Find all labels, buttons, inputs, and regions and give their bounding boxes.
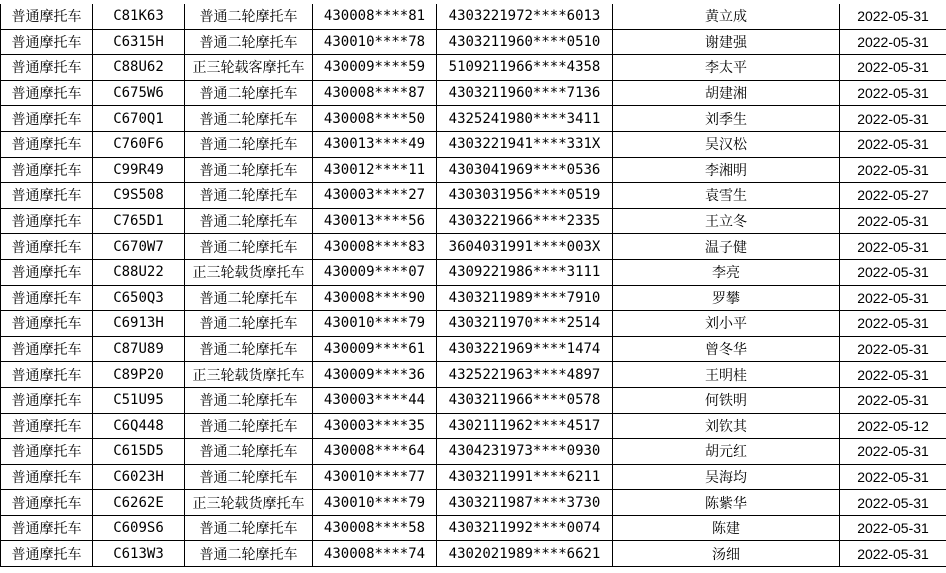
id-number-cell: 4304231973****0930	[437, 439, 613, 465]
plate-number-cell: C670W7	[93, 234, 185, 260]
owner-name-cell: 陈建	[613, 515, 840, 541]
table-row	[1, 4, 946, 29]
id-code-cell: 430008****74	[313, 541, 437, 567]
owner-name-cell: 李湘明	[613, 157, 840, 183]
license-type-cell: 普通摩托车	[1, 234, 93, 260]
license-type-cell: 普通摩托车	[1, 515, 93, 541]
plate-number-cell: C765D1	[93, 208, 185, 234]
date-cell: 2022-05-31	[840, 4, 946, 29]
date-cell: 2022-05-31	[840, 106, 946, 132]
plate-number-cell: C615D5	[93, 439, 185, 465]
plate-number-cell: C613W3	[93, 541, 185, 567]
id-number-cell: 4303211966****0578	[437, 387, 613, 413]
vehicle-type-cell: 普通二轮摩托车	[185, 183, 313, 209]
plate-number-cell: C89P20	[93, 362, 185, 388]
plate-number-cell: C6Q448	[93, 413, 185, 439]
id-number-cell: 4303221969****1474	[437, 336, 613, 362]
vehicle-type-cell: 正三轮载货摩托车	[185, 490, 313, 516]
license-type-cell: 普通摩托车	[1, 490, 93, 516]
plate-number-cell: C88U62	[93, 55, 185, 81]
registration-table	[0, 4, 946, 567]
table-row	[1, 515, 946, 541]
date-cell: 2022-05-31	[840, 387, 946, 413]
owner-name-cell: 罗攀	[613, 285, 840, 311]
id-code-cell: 430008****83	[313, 234, 437, 260]
license-type-cell: 普通摩托车	[1, 29, 93, 55]
id-code-cell: 430008****90	[313, 285, 437, 311]
table-row	[1, 131, 946, 157]
id-number-cell: 3604031991****003X	[437, 234, 613, 260]
owner-name-cell: 陈紫华	[613, 490, 840, 516]
plate-number-cell: C87U89	[93, 336, 185, 362]
id-number-cell: 4325241980****3411	[437, 106, 613, 132]
table-row	[1, 208, 946, 234]
owner-name-cell: 刘小平	[613, 311, 840, 337]
table-row	[1, 541, 946, 567]
plate-number-cell: C6262E	[93, 490, 185, 516]
table-row	[1, 490, 946, 516]
date-cell: 2022-05-31	[840, 336, 946, 362]
date-cell: 2022-05-31	[840, 490, 946, 516]
license-type-cell: 普通摩托车	[1, 464, 93, 490]
id-code-cell: 430008****64	[313, 439, 437, 465]
owner-name-cell: 胡元红	[613, 439, 840, 465]
owner-name-cell: 李亮	[613, 259, 840, 285]
date-cell: 2022-05-31	[840, 55, 946, 81]
owner-name-cell: 温子健	[613, 234, 840, 260]
id-number-cell: 4303221941****331X	[437, 131, 613, 157]
license-type-cell: 普通摩托车	[1, 336, 93, 362]
table-row	[1, 439, 946, 465]
id-code-cell: 430010****79	[313, 311, 437, 337]
vehicle-type-cell: 普通二轮摩托车	[185, 80, 313, 106]
plate-number-cell: C609S6	[93, 515, 185, 541]
owner-name-cell: 黄立成	[613, 4, 840, 29]
id-number-cell: 4303211970****2514	[437, 311, 613, 337]
date-cell: 2022-05-31	[840, 157, 946, 183]
date-cell: 2022-05-31	[840, 362, 946, 388]
owner-name-cell: 刘钦其	[613, 413, 840, 439]
id-number-cell: 4302111962****4517	[437, 413, 613, 439]
id-code-cell: 430009****59	[313, 55, 437, 81]
date-cell: 2022-05-31	[840, 29, 946, 55]
date-cell: 2022-05-31	[840, 439, 946, 465]
owner-name-cell: 何铁明	[613, 387, 840, 413]
vehicle-type-cell: 普通二轮摩托车	[185, 4, 313, 29]
vehicle-type-cell: 普通二轮摩托车	[185, 234, 313, 260]
id-number-cell: 4303211960****7136	[437, 80, 613, 106]
table-row	[1, 183, 946, 209]
owner-name-cell: 李太平	[613, 55, 840, 81]
vehicle-type-cell: 普通二轮摩托车	[185, 208, 313, 234]
id-code-cell: 430009****36	[313, 362, 437, 388]
owner-name-cell: 汤细	[613, 541, 840, 567]
date-cell: 2022-05-31	[840, 208, 946, 234]
table-body	[1, 4, 946, 567]
plate-number-cell: C51U95	[93, 387, 185, 413]
license-type-cell: 普通摩托车	[1, 413, 93, 439]
owner-name-cell: 曾冬华	[613, 336, 840, 362]
vehicle-type-cell: 普通二轮摩托车	[185, 29, 313, 55]
license-type-cell: 普通摩托车	[1, 285, 93, 311]
license-type-cell: 普通摩托车	[1, 387, 93, 413]
owner-name-cell: 刘季生	[613, 106, 840, 132]
id-code-cell: 430008****50	[313, 106, 437, 132]
id-code-cell: 430009****07	[313, 259, 437, 285]
license-type-cell: 普通摩托车	[1, 208, 93, 234]
plate-number-cell: C675W6	[93, 80, 185, 106]
vehicle-type-cell: 普通二轮摩托车	[185, 413, 313, 439]
owner-name-cell: 吴海均	[613, 464, 840, 490]
id-code-cell: 430013****49	[313, 131, 437, 157]
date-cell: 2022-05-12	[840, 413, 946, 439]
vehicle-type-cell: 普通二轮摩托车	[185, 387, 313, 413]
date-cell: 2022-05-31	[840, 80, 946, 106]
plate-number-cell: C670Q1	[93, 106, 185, 132]
vehicle-type-cell: 正三轮载货摩托车	[185, 259, 313, 285]
owner-name-cell: 王立冬	[613, 208, 840, 234]
owner-name-cell: 谢建强	[613, 29, 840, 55]
id-code-cell: 430008****58	[313, 515, 437, 541]
plate-number-cell: C6913H	[93, 311, 185, 337]
plate-number-cell: C650Q3	[93, 285, 185, 311]
id-number-cell: 5109211966****4358	[437, 55, 613, 81]
license-type-cell: 普通摩托车	[1, 131, 93, 157]
vehicle-type-cell: 普通二轮摩托车	[185, 541, 313, 567]
vehicle-type-cell: 正三轮载货摩托车	[185, 362, 313, 388]
license-type-cell: 普通摩托车	[1, 259, 93, 285]
plate-number-cell: C99R49	[93, 157, 185, 183]
vehicle-type-cell: 普通二轮摩托车	[185, 439, 313, 465]
id-code-cell: 430009****61	[313, 336, 437, 362]
vehicle-type-cell: 正三轮载客摩托车	[185, 55, 313, 81]
id-number-cell: 4309221986****3111	[437, 259, 613, 285]
date-cell: 2022-05-31	[840, 285, 946, 311]
id-number-cell: 4303031956****0519	[437, 183, 613, 209]
id-number-cell: 4303211989****7910	[437, 285, 613, 311]
date-cell: 2022-05-31	[840, 515, 946, 541]
license-type-cell: 普通摩托车	[1, 183, 93, 209]
id-number-cell: 4303041969****0536	[437, 157, 613, 183]
id-number-cell: 4303211987****3730	[437, 490, 613, 516]
id-code-cell: 430013****56	[313, 208, 437, 234]
date-cell: 2022-05-31	[840, 234, 946, 260]
date-cell: 2022-05-27	[840, 183, 946, 209]
owner-name-cell: 胡建湘	[613, 80, 840, 106]
id-code-cell: 430008****81	[313, 4, 437, 29]
plate-number-cell: C88U22	[93, 259, 185, 285]
id-code-cell: 430012****11	[313, 157, 437, 183]
plate-number-cell: C760F6	[93, 131, 185, 157]
license-type-cell: 普通摩托车	[1, 541, 93, 567]
date-cell: 2022-05-31	[840, 259, 946, 285]
id-code-cell: 430010****79	[313, 490, 437, 516]
id-code-cell: 430003****44	[313, 387, 437, 413]
id-number-cell: 4302021989****6621	[437, 541, 613, 567]
table-row	[1, 29, 946, 55]
table-row	[1, 157, 946, 183]
plate-number-cell: C81K63	[93, 4, 185, 29]
id-number-cell: 4303211960****0510	[437, 29, 613, 55]
plate-number-cell: C6315H	[93, 29, 185, 55]
id-code-cell: 430010****77	[313, 464, 437, 490]
vehicle-type-cell: 普通二轮摩托车	[185, 106, 313, 132]
id-number-cell: 4303211992****0074	[437, 515, 613, 541]
table-row	[1, 106, 946, 132]
id-code-cell: 430003****27	[313, 183, 437, 209]
vehicle-type-cell: 普通二轮摩托车	[185, 464, 313, 490]
license-type-cell: 普通摩托车	[1, 439, 93, 465]
license-type-cell: 普通摩托车	[1, 106, 93, 132]
id-number-cell: 4325221963****4897	[437, 362, 613, 388]
id-code-cell: 430010****78	[313, 29, 437, 55]
date-cell: 2022-05-31	[840, 464, 946, 490]
table-row	[1, 413, 946, 439]
vehicle-type-cell: 普通二轮摩托车	[185, 311, 313, 337]
date-cell: 2022-05-31	[840, 311, 946, 337]
plate-number-cell: C9S508	[93, 183, 185, 209]
id-number-cell: 4303221966****2335	[437, 208, 613, 234]
license-type-cell: 普通摩托车	[1, 55, 93, 81]
vehicle-type-cell: 普通二轮摩托车	[185, 515, 313, 541]
owner-name-cell: 袁雪生	[613, 183, 840, 209]
license-type-cell: 普通摩托车	[1, 157, 93, 183]
vehicle-type-cell: 普通二轮摩托车	[185, 157, 313, 183]
plate-number-cell: C6023H	[93, 464, 185, 490]
owner-name-cell: 吴汉松	[613, 131, 840, 157]
table-row	[1, 55, 946, 81]
table-row	[1, 336, 946, 362]
id-number-cell: 4303221972****6013	[437, 4, 613, 29]
license-type-cell: 普通摩托车	[1, 4, 93, 29]
table-row	[1, 285, 946, 311]
id-code-cell: 430003****35	[313, 413, 437, 439]
date-cell: 2022-05-31	[840, 131, 946, 157]
table-row	[1, 234, 946, 260]
date-cell: 2022-05-31	[840, 541, 946, 567]
owner-name-cell: 王明桂	[613, 362, 840, 388]
id-code-cell: 430008****87	[313, 80, 437, 106]
vehicle-type-cell: 普通二轮摩托车	[185, 336, 313, 362]
table-row	[1, 464, 946, 490]
table-row	[1, 259, 946, 285]
vehicle-type-cell: 普通二轮摩托车	[185, 285, 313, 311]
table-row	[1, 311, 946, 337]
license-type-cell: 普通摩托车	[1, 80, 93, 106]
id-number-cell: 4303211991****6211	[437, 464, 613, 490]
license-type-cell: 普通摩托车	[1, 362, 93, 388]
vehicle-type-cell: 普通二轮摩托车	[185, 131, 313, 157]
table-row	[1, 80, 946, 106]
table-row	[1, 387, 946, 413]
table-row	[1, 362, 946, 388]
license-type-cell: 普通摩托车	[1, 311, 93, 337]
